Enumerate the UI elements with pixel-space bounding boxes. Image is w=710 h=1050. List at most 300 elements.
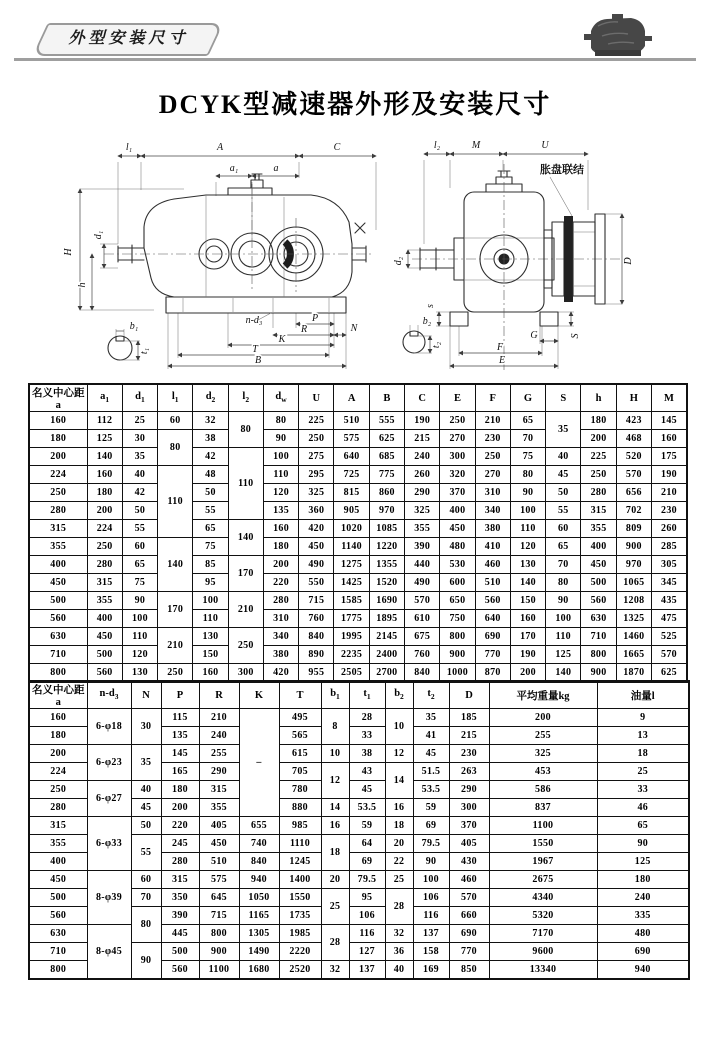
dim-label-G: G <box>530 330 538 341</box>
column-header: $d_1$ <box>122 384 157 412</box>
value-cell: 1325 <box>616 610 651 628</box>
value-cell: 75 <box>193 538 228 556</box>
value-cell: 55 <box>546 502 581 520</box>
value-cell: 675 <box>405 628 440 646</box>
value-cell: 90 <box>263 430 298 448</box>
value-cell: 6-φ23 <box>87 745 131 781</box>
value-cell: 140 <box>510 574 545 592</box>
value-cell: 110 <box>546 628 581 646</box>
value-cell: 70 <box>546 556 581 574</box>
value-cell: 815 <box>334 484 369 502</box>
value-cell: 140 <box>87 448 122 466</box>
value-cell: 110 <box>193 610 228 628</box>
value-cell: 260 <box>652 520 688 538</box>
value-cell: 575 <box>334 430 369 448</box>
value-cell: 770 <box>475 646 510 664</box>
header-row <box>29 384 687 412</box>
value-cell: – <box>239 709 279 817</box>
value-cell: 325 <box>405 502 440 520</box>
value-cell: 325 <box>489 745 597 763</box>
value-cell: 460 <box>475 556 510 574</box>
value-cell: 18 <box>385 817 413 835</box>
value-cell: 150 <box>510 592 545 610</box>
value-cell: 275 <box>299 448 334 466</box>
value-cell: 140 <box>158 538 193 592</box>
value-cell: 240 <box>199 727 239 745</box>
column-header: 油量l <box>597 681 689 709</box>
row-header-cell: 224 <box>29 763 87 781</box>
table-row <box>29 709 689 727</box>
value-cell: 110 <box>158 466 193 538</box>
value-cell: 520 <box>616 448 651 466</box>
value-cell: 400 <box>87 610 122 628</box>
column-header: $l_1$ <box>158 384 193 412</box>
column-header: $t_1$ <box>349 681 385 709</box>
value-cell: 510 <box>475 574 510 592</box>
value-cell: 560 <box>581 592 616 610</box>
value-cell: 45 <box>349 781 385 799</box>
value-cell: 560 <box>87 664 122 683</box>
value-cell: 115 <box>161 709 199 727</box>
value-cell: 250 <box>158 664 193 683</box>
value-cell: 1520 <box>369 574 404 592</box>
value-cell: 1735 <box>279 907 321 925</box>
value-cell: 690 <box>475 628 510 646</box>
column-header: D <box>449 681 489 709</box>
value-cell: 75 <box>122 574 157 592</box>
table-row <box>29 520 687 538</box>
value-cell: 290 <box>199 763 239 781</box>
value-cell: 560 <box>161 961 199 980</box>
value-cell: 400 <box>581 538 616 556</box>
value-cell: 860 <box>369 484 404 502</box>
value-cell: 400 <box>440 502 475 520</box>
value-cell: 130 <box>122 664 157 683</box>
row-header-cell: 280 <box>29 799 87 817</box>
dim-label-E: E <box>498 355 506 366</box>
value-cell: 2505 <box>334 664 369 683</box>
value-cell: 905 <box>334 502 369 520</box>
value-cell: 1050 <box>239 889 279 907</box>
value-cell: 1020 <box>334 520 369 538</box>
table-row <box>29 628 687 646</box>
value-cell: 900 <box>616 538 651 556</box>
value-cell: 69 <box>349 853 385 871</box>
value-cell: 125 <box>546 646 581 664</box>
column-header: $l_2$ <box>228 384 263 412</box>
value-cell: 106 <box>413 889 449 907</box>
value-cell: 137 <box>413 925 449 943</box>
value-cell: 2235 <box>334 646 369 664</box>
value-cell: 200 <box>161 799 199 817</box>
column-header: $d_w$ <box>263 384 298 412</box>
value-cell: 240 <box>597 889 689 907</box>
value-cell: 500 <box>87 646 122 664</box>
dim-label-a1: a₁ <box>229 163 239 174</box>
row-header-cell: 280 <box>29 502 87 520</box>
dim-label-K: K <box>278 334 286 345</box>
value-cell: 14 <box>321 799 349 817</box>
value-cell: 170 <box>158 592 193 628</box>
dim-label-S: S <box>570 333 581 339</box>
value-cell: 1245 <box>279 853 321 871</box>
value-cell: 210 <box>475 412 510 430</box>
value-cell: 9 <box>597 709 689 727</box>
value-cell: 250 <box>87 538 122 556</box>
value-cell: 1690 <box>369 592 404 610</box>
value-cell: 250 <box>228 628 263 664</box>
value-cell: 10 <box>385 709 413 745</box>
value-cell: 60 <box>131 871 161 889</box>
table-row <box>29 925 689 943</box>
value-cell: 100 <box>413 871 449 889</box>
value-cell: 169 <box>413 961 449 980</box>
value-cell: 120 <box>510 538 545 556</box>
value-cell: 2220 <box>279 943 321 961</box>
value-cell: 46 <box>597 799 689 817</box>
value-cell: 190 <box>652 466 688 484</box>
value-cell: 25 <box>122 412 157 430</box>
value-cell: 390 <box>161 907 199 925</box>
value-cell: 890 <box>299 646 334 664</box>
value-cell: 43 <box>349 763 385 781</box>
table-row <box>29 430 687 448</box>
value-cell: 13 <box>597 727 689 745</box>
value-cell: 90 <box>546 592 581 610</box>
table-row <box>29 646 687 664</box>
value-cell: 200 <box>87 502 122 520</box>
value-cell: 480 <box>597 925 689 943</box>
row-header-cell: 200 <box>29 745 87 763</box>
value-cell: 510 <box>199 853 239 871</box>
value-cell: 50 <box>122 502 157 520</box>
end-view-drawing <box>392 130 667 380</box>
value-cell: 22 <box>385 853 413 871</box>
table-row <box>29 592 687 610</box>
value-cell: 586 <box>489 781 597 799</box>
value-cell: 290 <box>449 781 489 799</box>
value-cell: 840 <box>405 664 440 683</box>
row-header-cell: 630 <box>29 628 87 646</box>
value-cell: 775 <box>369 466 404 484</box>
value-cell: 6-φ27 <box>87 781 131 817</box>
row-header-cell: 450 <box>29 871 87 889</box>
column-header: $d_2$ <box>193 384 228 412</box>
value-cell: 600 <box>440 574 475 592</box>
dim-label-t2: t₂ <box>431 341 442 349</box>
dim-label-a: a <box>273 163 279 174</box>
value-cell: 310 <box>475 484 510 502</box>
value-cell: 110 <box>510 520 545 538</box>
value-cell: 2700 <box>369 664 404 683</box>
column-header: P <box>161 681 199 709</box>
value-cell: 28 <box>321 925 349 961</box>
value-cell: 60 <box>122 538 157 556</box>
value-cell: 325 <box>299 484 334 502</box>
value-cell: 210 <box>652 484 688 502</box>
value-cell: 245 <box>161 835 199 853</box>
dim-label-d1: d₁ <box>93 230 104 240</box>
value-cell: 130 <box>510 556 545 574</box>
value-cell: 16 <box>385 799 413 817</box>
value-cell: 625 <box>369 430 404 448</box>
value-cell: 225 <box>581 448 616 466</box>
value-cell: 360 <box>299 502 334 520</box>
row-header-cell: 355 <box>29 538 87 556</box>
value-cell: 656 <box>616 484 651 502</box>
value-cell: 45 <box>131 799 161 817</box>
value-cell: 180 <box>597 871 689 889</box>
value-cell: 405 <box>199 817 239 835</box>
value-cell: 70 <box>131 889 161 907</box>
value-cell: 90 <box>597 835 689 853</box>
value-cell: 1065 <box>616 574 651 592</box>
value-cell: 190 <box>405 412 440 430</box>
row-header-cell: 224 <box>29 466 87 484</box>
value-cell: 110 <box>122 628 157 646</box>
value-cell: 800 <box>199 925 239 943</box>
dim-label-R: R <box>300 324 308 335</box>
value-cell: 80 <box>158 430 193 466</box>
value-cell: 127 <box>349 943 385 961</box>
value-cell: 250 <box>475 448 510 466</box>
value-cell: 490 <box>299 556 334 574</box>
value-cell: 1460 <box>616 628 651 646</box>
value-cell: 145 <box>652 412 688 430</box>
value-cell: 740 <box>239 835 279 853</box>
value-cell: 725 <box>334 466 369 484</box>
value-cell: 230 <box>449 745 489 763</box>
value-cell: 85 <box>193 556 228 574</box>
value-cell: 135 <box>161 727 199 745</box>
value-cell: 335 <box>597 907 689 925</box>
value-cell: 200 <box>489 709 597 727</box>
dim-label-D: D <box>623 257 634 265</box>
value-cell: 450 <box>87 628 122 646</box>
table-row <box>29 817 689 835</box>
value-cell: 160 <box>263 520 298 538</box>
value-cell: 625 <box>652 664 688 683</box>
value-cell: 170 <box>510 628 545 646</box>
value-cell: 270 <box>440 430 475 448</box>
value-cell: 500 <box>161 943 199 961</box>
value-cell: 12 <box>385 745 413 763</box>
value-cell: 370 <box>449 817 489 835</box>
value-cell: 35 <box>122 448 157 466</box>
value-cell: 106 <box>349 907 385 925</box>
value-cell: 59 <box>413 799 449 817</box>
value-cell: 690 <box>597 943 689 961</box>
value-cell: 30 <box>122 430 157 448</box>
value-cell: 1220 <box>369 538 404 556</box>
value-cell: 1967 <box>489 853 597 871</box>
value-cell: 112 <box>87 412 122 430</box>
column-header: $b_2$ <box>385 681 413 709</box>
value-cell: 60 <box>546 520 581 538</box>
value-cell: 340 <box>475 502 510 520</box>
value-cell: 370 <box>440 484 475 502</box>
value-cell: 970 <box>616 556 651 574</box>
row-header-cell: 250 <box>29 484 87 502</box>
value-cell: 630 <box>581 610 616 628</box>
value-cell: 850 <box>449 961 489 980</box>
value-cell: 180 <box>263 538 298 556</box>
value-cell: 8 <box>321 709 349 745</box>
dim-label-b1: b₁ <box>129 321 139 332</box>
value-cell: 453 <box>489 763 597 781</box>
column-header: $t_2$ <box>413 681 449 709</box>
column-header: C <box>405 384 440 412</box>
table-row <box>29 412 687 430</box>
value-cell: 38 <box>193 430 228 448</box>
reducer-photo-image <box>584 12 652 58</box>
value-cell: 750 <box>440 610 475 628</box>
value-cell: 20 <box>321 871 349 889</box>
column-header: $n-d_3$ <box>87 681 131 709</box>
value-cell: 468 <box>616 430 651 448</box>
value-cell: 70 <box>510 430 545 448</box>
row-header-cell: 200 <box>29 448 87 466</box>
dimension-table-2 <box>28 680 690 980</box>
value-cell: 135 <box>263 502 298 520</box>
value-cell: 140 <box>546 664 581 683</box>
dimension-table-1 <box>28 383 688 683</box>
value-cell: 570 <box>652 646 688 664</box>
value-cell: 650 <box>440 592 475 610</box>
value-cell: 48 <box>193 466 228 484</box>
value-cell: 51.5 <box>413 763 449 781</box>
value-cell: 760 <box>405 646 440 664</box>
value-cell: 116 <box>349 925 385 943</box>
value-cell: 300 <box>440 448 475 466</box>
value-cell: 95 <box>349 889 385 907</box>
table-row <box>29 484 687 502</box>
value-cell: 305 <box>652 556 688 574</box>
value-cell: 33 <box>349 727 385 745</box>
value-cell: 160 <box>510 610 545 628</box>
row-header-cell: 500 <box>29 592 87 610</box>
dim-label-s: s <box>425 304 436 308</box>
value-cell: 295 <box>299 466 334 484</box>
value-cell: 800 <box>581 646 616 664</box>
value-cell: 1995 <box>334 628 369 646</box>
value-cell: 300 <box>449 799 489 817</box>
column-header: h <box>581 384 616 412</box>
value-cell: 690 <box>449 925 489 943</box>
value-cell: 160 <box>652 430 688 448</box>
value-cell: 55 <box>193 502 228 520</box>
value-cell: 90 <box>510 484 545 502</box>
value-cell: 120 <box>122 646 157 664</box>
dim-label-H: H <box>63 248 74 256</box>
value-cell: 40 <box>131 781 161 799</box>
value-cell: 180 <box>161 781 199 799</box>
value-cell: 180 <box>581 412 616 430</box>
value-cell: 6-φ18 <box>87 709 131 745</box>
row-header-cell: 355 <box>29 835 87 853</box>
value-cell: 530 <box>440 556 475 574</box>
value-cell: 300 <box>228 664 263 683</box>
value-cell: 495 <box>279 709 321 727</box>
value-cell: 40 <box>546 448 581 466</box>
value-cell: 280 <box>581 484 616 502</box>
value-cell: 570 <box>449 889 489 907</box>
value-cell: 500 <box>581 574 616 592</box>
header-divider <box>14 58 696 61</box>
value-cell: 125 <box>597 853 689 871</box>
dim-label-l2: l₂ <box>433 140 441 151</box>
column-header: F <box>475 384 510 412</box>
value-cell: 16 <box>321 817 349 835</box>
value-cell: 33 <box>597 781 689 799</box>
column-header: $b_1$ <box>321 681 349 709</box>
dim-label-h: h <box>77 282 88 288</box>
value-cell: 320 <box>440 466 475 484</box>
value-cell: 18 <box>321 835 349 871</box>
value-cell: 10 <box>321 745 349 763</box>
value-cell: 158 <box>413 943 449 961</box>
dim-label-N: N <box>350 323 358 334</box>
value-cell: 79.5 <box>349 871 385 889</box>
value-cell: 53.5 <box>413 781 449 799</box>
value-cell: 38 <box>349 745 385 763</box>
value-cell: 6-φ33 <box>87 817 131 871</box>
dim-label-C: C <box>333 142 341 153</box>
value-cell: 32 <box>193 412 228 430</box>
row-header-cell: 180 <box>29 430 87 448</box>
reducer-photo <box>584 12 652 58</box>
value-cell: 60 <box>158 412 193 430</box>
value-cell: 450 <box>440 520 475 538</box>
value-cell: 80 <box>228 412 263 448</box>
value-cell: 1775 <box>334 610 369 628</box>
value-cell: 220 <box>263 574 298 592</box>
value-cell: 475 <box>652 610 688 628</box>
value-cell: 460 <box>449 871 489 889</box>
value-cell: 450 <box>299 538 334 556</box>
value-cell: 250 <box>299 430 334 448</box>
value-cell: 355 <box>405 520 440 538</box>
value-cell: 100 <box>546 610 581 628</box>
value-cell: 280 <box>263 592 298 610</box>
value-cell: 18 <box>597 745 689 763</box>
section-badge <box>32 23 223 56</box>
value-cell: 190 <box>510 646 545 664</box>
value-cell: 809 <box>616 520 651 538</box>
value-cell: 40 <box>122 466 157 484</box>
value-cell: 315 <box>199 781 239 799</box>
value-cell: 525 <box>652 628 688 646</box>
value-cell: 150 <box>193 646 228 664</box>
column-header: U <box>299 384 334 412</box>
value-cell: 80 <box>510 466 545 484</box>
table-row <box>29 574 687 592</box>
value-cell: 100 <box>193 592 228 610</box>
value-cell: 900 <box>440 646 475 664</box>
table-row <box>29 556 687 574</box>
dim-label-B: B <box>254 355 262 366</box>
value-cell: 130 <box>193 628 228 646</box>
section-badge-label: 外型安装尺寸 <box>68 30 189 47</box>
table-row <box>29 745 689 763</box>
value-cell: 270 <box>475 466 510 484</box>
value-cell: 28 <box>385 889 413 925</box>
value-cell: 45 <box>413 745 449 763</box>
value-cell: 1985 <box>279 925 321 943</box>
value-cell: 65 <box>546 538 581 556</box>
row-header-cell: 800 <box>29 664 87 683</box>
value-cell: 230 <box>475 430 510 448</box>
